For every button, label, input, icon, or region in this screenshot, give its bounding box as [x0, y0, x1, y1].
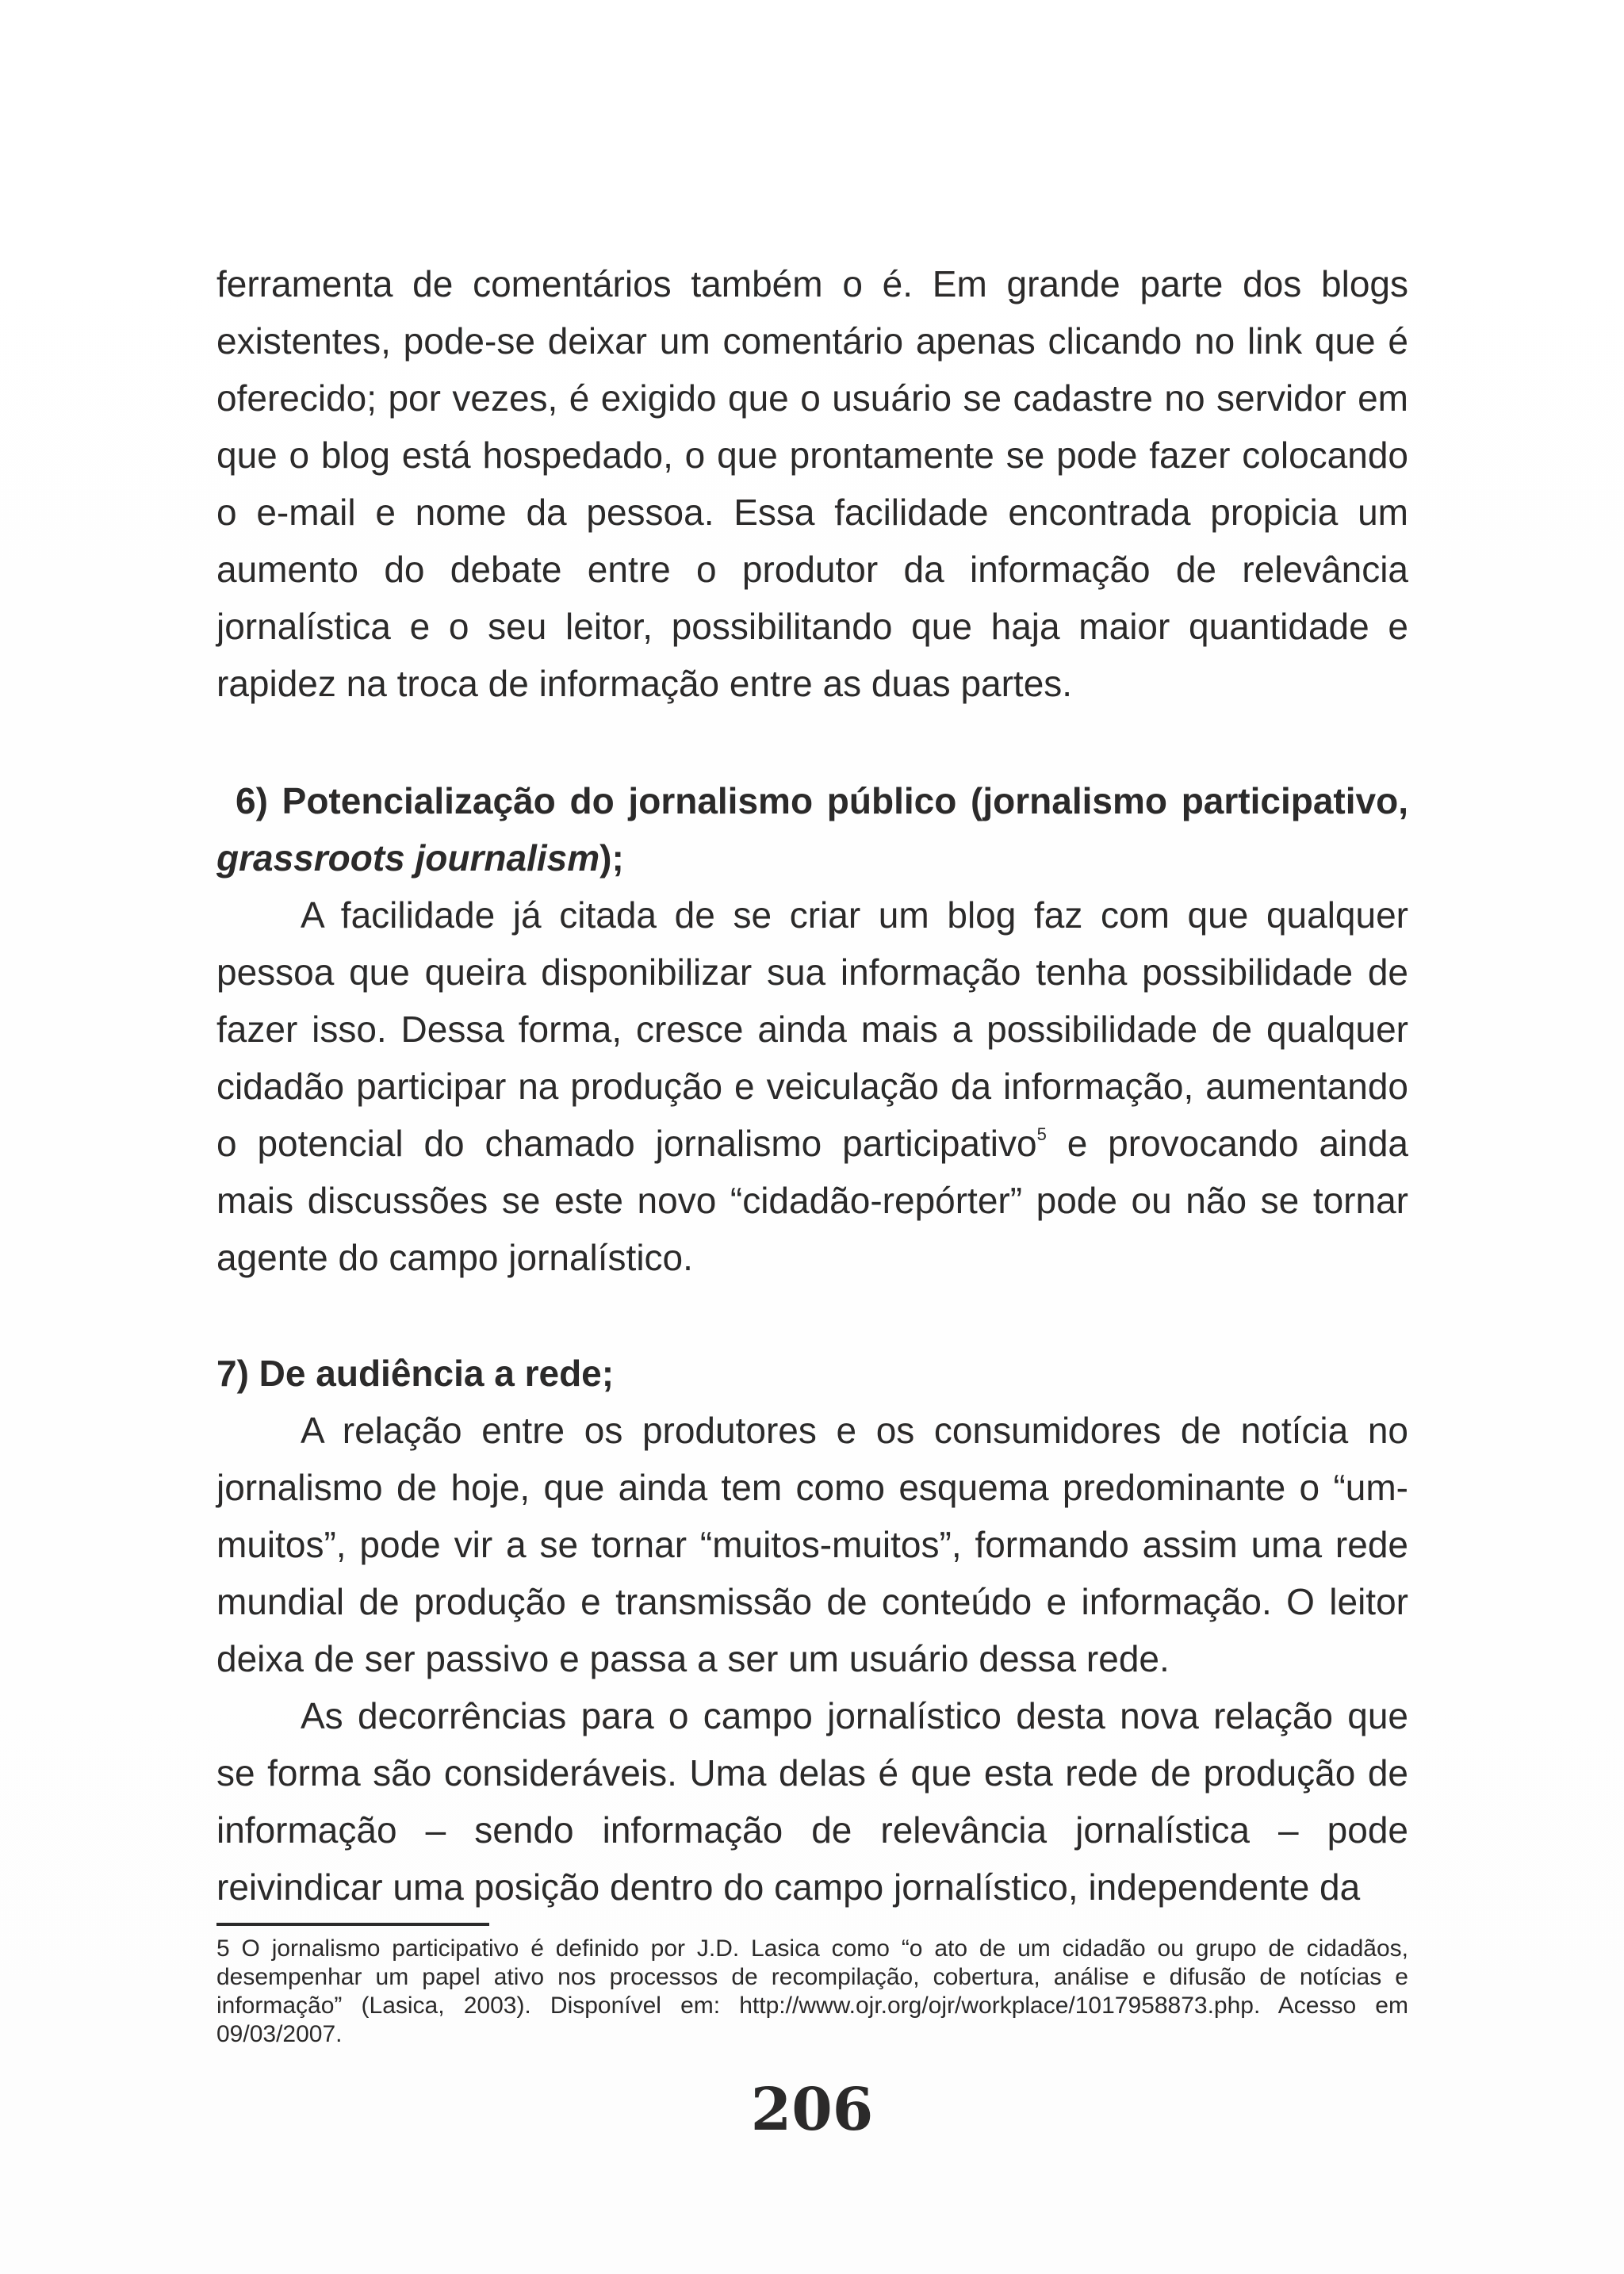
- section-7: [216, 1345, 1408, 1916]
- paragraph-text: A facilidade já citada de se criar um blog faz com que qualquer pessoa que queira disponibilizar sua informação tenha possibilidade de fazer isso. Dessa forma, cresce ainda mais a possibilidade de qualquer cidadão participar na produção e veiculação da informação, aumentando o potencial do chamado jornalismo participativo: [216, 894, 1408, 1164]
- paragraph-text-continued: e provocando ainda mais discussões se este novo “cidadão-repórter” pode ou não se tornar agente do campo jornalístico.: [216, 1123, 1408, 1278]
- heading-italic-term: grassroots journalism: [216, 837, 600, 879]
- section-paragraph: A relação entre os produtores e os consumidores de notícia no jornalismo de hoje, que ainda tem como esquema predominante o “um-muitos”, pode vir a se tornar “muitos-muitos”, formando assim uma rede mundial de produção e transmissão de conteúdo e informação. O leitor deixa de ser passivo e passa a ser um usuário dessa rede.: [216, 1410, 1408, 1679]
- heading-suffix: );: [599, 837, 624, 879]
- paragraph-continuation: ferramenta de comentários também o é. Em grande parte dos blogs existentes, pode-se deixar um comentário apenas clicando no link que é oferecido; por vezes, é exigido que o usuário se cadastre no servidor em que o blog está hospedado, o que prontamente se pode fazer colocando o e-mail e nome da pessoa. Essa facilidade encontrada propicia um aumento do debate entre o produtor da informação de relevância jornalística e o seu leitor, possibilitando que haja maior quantidade e rapidez na troca de informação entre as duas partes.: [216, 263, 1408, 704]
- footnote-item: 5 O jornalismo participativo é definido por J.D. Lasica como “o ato de um cidadão ou grupo de cidadãos, desempenhar um papel ativo nos processos de recompilação, cobertura, análise e difusão de notícias e informação” (Lasica, 2003). Disponível em: http://www.ojr.org/ojr/workplace/1017958873.php. Acesso em 09/03/2007.: [216, 1935, 1408, 2047]
- section-paragraph: [216, 886, 1408, 1286]
- footnote-separator: [216, 1923, 489, 1926]
- section-heading: [216, 772, 1408, 886]
- section-heading: 7) De audiência a rede;: [216, 1353, 615, 1394]
- footnote-reference[interactable]: 5: [1036, 1124, 1047, 1144]
- heading-text: 6) Potencialização do jornalismo público (jornalismo participativo,: [236, 780, 1408, 821]
- footnotes: [216, 1935, 1408, 2049]
- page-number: 206: [750, 2076, 874, 2144]
- body-text: [216, 255, 1408, 712]
- section-6: [216, 772, 1408, 1286]
- section-paragraph: As decorrências para o campo jornalístico desta nova relação que se forma são consideráveis. Uma delas é que esta rede de produção de informação – sendo informação de relevância jornalística – pode reivindicar uma posição dentro do campo jornalístico, independente da: [216, 1695, 1408, 1908]
